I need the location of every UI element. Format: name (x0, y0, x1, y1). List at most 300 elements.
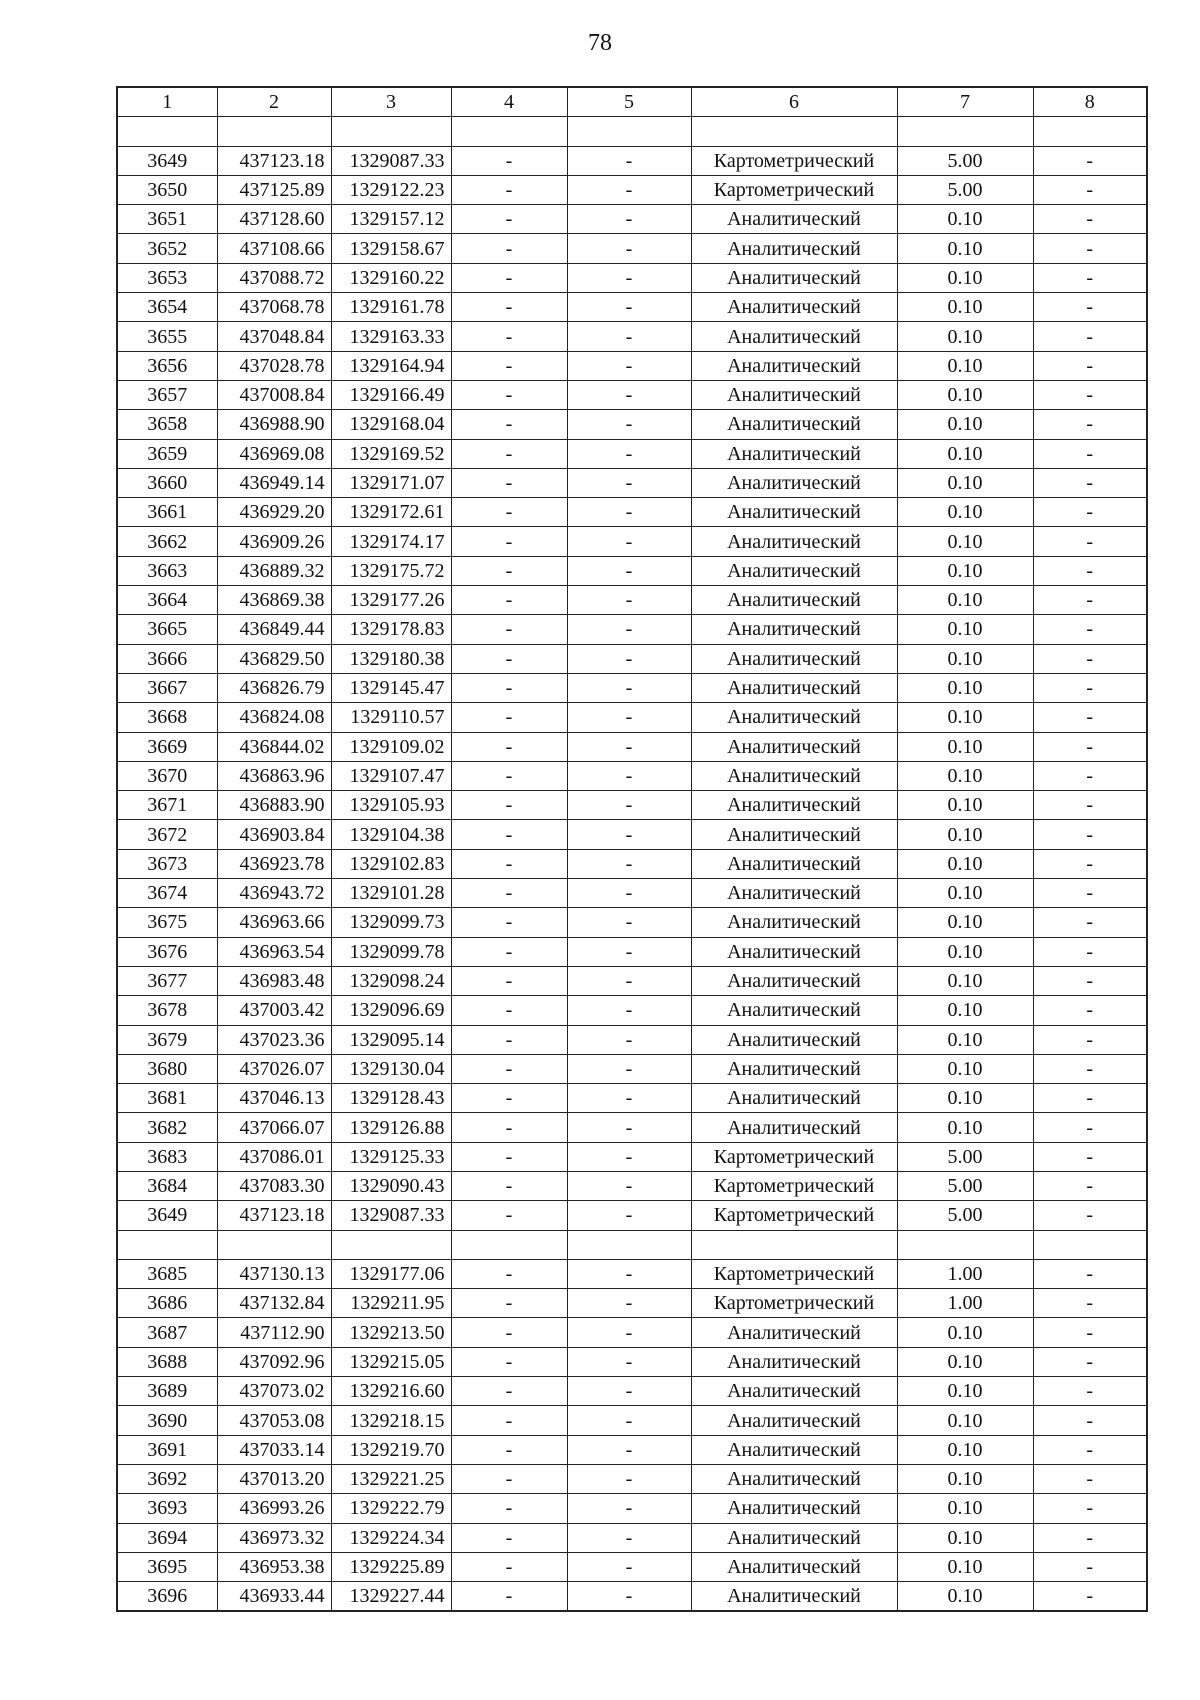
column-8-cell: - (1033, 1054, 1147, 1083)
method-cell: Аналитический (691, 586, 897, 615)
column-4-cell: - (451, 586, 567, 615)
column-4-cell: - (451, 966, 567, 995)
point-number-cell: 3680 (117, 1054, 217, 1083)
column-4-cell: - (451, 1523, 567, 1552)
accuracy-cell: 0.10 (897, 615, 1033, 644)
y-coordinate-cell: 1329128.43 (331, 1084, 451, 1113)
x-coordinate-cell: 436903.84 (217, 820, 331, 849)
column-8-cell: - (1033, 1318, 1147, 1347)
table-row (117, 1142, 1147, 1171)
column-8-cell: - (1033, 1494, 1147, 1523)
column-8-cell: - (1033, 937, 1147, 966)
column-5-cell: - (567, 498, 691, 527)
point-number-cell: 3652 (117, 234, 217, 263)
x-coordinate-cell: 436824.08 (217, 703, 331, 732)
table-row (117, 293, 1147, 322)
x-coordinate-cell: 436983.48 (217, 966, 331, 995)
point-number-cell: 3683 (117, 1142, 217, 1171)
point-number-cell: 3675 (117, 908, 217, 937)
accuracy-cell: 0.10 (897, 908, 1033, 937)
table-row (117, 556, 1147, 585)
accuracy-cell: 0.10 (897, 556, 1033, 585)
column-8-cell: - (1033, 1347, 1147, 1376)
x-coordinate-cell (217, 117, 331, 146)
table-row (117, 908, 1147, 937)
column-8-cell: - (1033, 556, 1147, 585)
point-number-cell: 3649 (117, 146, 217, 175)
table-header-row (117, 87, 1147, 117)
method-cell: Аналитический (691, 1113, 897, 1142)
column-4-cell: - (451, 1377, 567, 1406)
column-8-cell: - (1033, 263, 1147, 292)
method-cell: Аналитический (691, 1552, 897, 1581)
column-5-cell: - (567, 615, 691, 644)
column-5-cell: - (567, 1142, 691, 1171)
column-8-cell: - (1033, 966, 1147, 995)
column-4-cell: - (451, 1406, 567, 1435)
column-8-cell: - (1033, 1464, 1147, 1493)
y-coordinate-cell: 1329160.22 (331, 263, 451, 292)
column-4-cell: - (451, 1318, 567, 1347)
method-cell: Аналитический (691, 263, 897, 292)
accuracy-cell: 0.10 (897, 937, 1033, 966)
y-coordinate-cell: 1329087.33 (331, 146, 451, 175)
point-number-cell: 3679 (117, 1025, 217, 1054)
column-5-cell: - (567, 322, 691, 351)
column-header: 6 (691, 87, 897, 117)
method-cell: Аналитический (691, 1025, 897, 1054)
table-row (117, 1113, 1147, 1142)
x-coordinate-cell: 436889.32 (217, 556, 331, 585)
point-number-cell: 3666 (117, 644, 217, 673)
table-row (117, 1464, 1147, 1493)
point-number-cell: 3685 (117, 1259, 217, 1288)
point-number-cell: 3669 (117, 732, 217, 761)
x-coordinate-cell: 436869.38 (217, 586, 331, 615)
y-coordinate-cell: 1329171.07 (331, 468, 451, 497)
method-cell (691, 1230, 897, 1259)
column-8-cell: - (1033, 146, 1147, 175)
method-cell: Аналитический (691, 879, 897, 908)
x-coordinate-cell: 437125.89 (217, 175, 331, 204)
column-8-cell: - (1033, 996, 1147, 1025)
column-4-cell: - (451, 849, 567, 878)
method-cell: Аналитический (691, 761, 897, 790)
column-5-cell: - (567, 673, 691, 702)
column-8-cell: - (1033, 439, 1147, 468)
x-coordinate-cell: 436933.44 (217, 1582, 331, 1612)
accuracy-cell: 0.10 (897, 703, 1033, 732)
column-4-cell: - (451, 1201, 567, 1230)
column-5-cell: - (567, 146, 691, 175)
table-row (117, 1025, 1147, 1054)
column-4-cell: - (451, 234, 567, 263)
method-cell: Аналитический (691, 410, 897, 439)
table-row (117, 322, 1147, 351)
table-row (117, 966, 1147, 995)
column-8-cell: - (1033, 732, 1147, 761)
column-4-cell: - (451, 996, 567, 1025)
table-row (117, 1552, 1147, 1581)
column-8-cell: - (1033, 498, 1147, 527)
column-4-cell: - (451, 791, 567, 820)
x-coordinate-cell: 437086.01 (217, 1142, 331, 1171)
column-8-cell: - (1033, 1025, 1147, 1054)
accuracy-cell: 1.00 (897, 1289, 1033, 1318)
table-row (117, 1054, 1147, 1083)
method-cell: Аналитический (691, 908, 897, 937)
y-coordinate-cell: 1329177.06 (331, 1259, 451, 1288)
point-number-cell: 3650 (117, 175, 217, 204)
accuracy-cell: 0.10 (897, 468, 1033, 497)
column-8-cell: - (1033, 322, 1147, 351)
column-5-cell: - (567, 1347, 691, 1376)
x-coordinate-cell: 437048.84 (217, 322, 331, 351)
y-coordinate-cell: 1329126.88 (331, 1113, 451, 1142)
accuracy-cell: 0.10 (897, 1347, 1033, 1376)
y-coordinate-cell: 1329105.93 (331, 791, 451, 820)
point-number-cell: 3693 (117, 1494, 217, 1523)
column-5-cell: - (567, 1494, 691, 1523)
y-coordinate-cell: 1329163.33 (331, 322, 451, 351)
column-5-cell: - (567, 820, 691, 849)
point-number-cell: 3653 (117, 263, 217, 292)
table-row (117, 879, 1147, 908)
x-coordinate-cell: 437066.07 (217, 1113, 331, 1142)
method-cell: Аналитический (691, 1377, 897, 1406)
column-4-cell: - (451, 1435, 567, 1464)
column-5-cell: - (567, 1552, 691, 1581)
y-coordinate-cell: 1329180.38 (331, 644, 451, 673)
accuracy-cell: 0.10 (897, 380, 1033, 409)
method-cell: Аналитический (691, 1523, 897, 1552)
method-cell: Картометрический (691, 1142, 897, 1171)
column-4-cell: - (451, 1054, 567, 1083)
x-coordinate-cell: 437083.30 (217, 1171, 331, 1200)
column-8-cell: - (1033, 615, 1147, 644)
column-header: 2 (217, 87, 331, 117)
column-8-cell: - (1033, 849, 1147, 878)
column-5-cell: - (567, 644, 691, 673)
x-coordinate-cell: 436988.90 (217, 410, 331, 439)
accuracy-cell: 0.10 (897, 1377, 1033, 1406)
accuracy-cell: 0.10 (897, 1552, 1033, 1581)
column-4-cell: - (451, 1171, 567, 1200)
accuracy-cell (897, 1230, 1033, 1259)
x-coordinate-cell: 437123.18 (217, 1201, 331, 1230)
column-4-cell: - (451, 1582, 567, 1612)
x-coordinate-cell: 437053.08 (217, 1406, 331, 1435)
method-cell: Аналитический (691, 849, 897, 878)
method-cell: Аналитический (691, 1494, 897, 1523)
point-number-cell: 3661 (117, 498, 217, 527)
y-coordinate-cell: 1329224.34 (331, 1523, 451, 1552)
table-body (117, 117, 1147, 1612)
point-number-cell: 3687 (117, 1318, 217, 1347)
method-cell: Картометрический (691, 1201, 897, 1230)
method-cell: Аналитический (691, 468, 897, 497)
column-8-cell: - (1033, 380, 1147, 409)
point-number-cell: 3656 (117, 351, 217, 380)
column-5-cell: - (567, 468, 691, 497)
column-4-cell: - (451, 703, 567, 732)
column-8-cell: - (1033, 293, 1147, 322)
point-number-cell: 3664 (117, 586, 217, 615)
accuracy-cell: 0.10 (897, 293, 1033, 322)
y-coordinate-cell: 1329161.78 (331, 293, 451, 322)
column-4-cell: - (451, 205, 567, 234)
point-number-cell (117, 117, 217, 146)
x-coordinate-cell: 437008.84 (217, 380, 331, 409)
column-5-cell: - (567, 1464, 691, 1493)
method-cell: Картометрический (691, 1289, 897, 1318)
y-coordinate-cell: 1329109.02 (331, 732, 451, 761)
table-row (117, 439, 1147, 468)
y-coordinate-cell: 1329178.83 (331, 615, 451, 644)
method-cell: Аналитический (691, 556, 897, 585)
column-4-cell: - (451, 1552, 567, 1581)
column-8-cell: - (1033, 1377, 1147, 1406)
column-5-cell: - (567, 1582, 691, 1612)
point-number-cell (117, 1230, 217, 1259)
table-row (117, 761, 1147, 790)
point-number-cell: 3694 (117, 1523, 217, 1552)
y-coordinate-cell: 1329096.69 (331, 996, 451, 1025)
y-coordinate-cell: 1329219.70 (331, 1435, 451, 1464)
column-5-cell: - (567, 732, 691, 761)
column-8-cell: - (1033, 1084, 1147, 1113)
column-8-cell: - (1033, 527, 1147, 556)
column-5-cell: - (567, 175, 691, 204)
column-header: 4 (451, 87, 567, 117)
table-row (117, 1582, 1147, 1612)
point-number-cell: 3660 (117, 468, 217, 497)
x-coordinate-cell: 437092.96 (217, 1347, 331, 1376)
x-coordinate-cell: 437028.78 (217, 351, 331, 380)
x-coordinate-cell: 436993.26 (217, 1494, 331, 1523)
column-8-cell: - (1033, 1582, 1147, 1612)
column-5-cell: - (567, 1259, 691, 1288)
column-8-cell: - (1033, 1259, 1147, 1288)
column-5-cell: - (567, 966, 691, 995)
x-coordinate-cell: 437068.78 (217, 293, 331, 322)
point-number-cell: 3690 (117, 1406, 217, 1435)
accuracy-cell: 5.00 (897, 1142, 1033, 1171)
point-number-cell: 3684 (117, 1171, 217, 1200)
column-5-cell: - (567, 439, 691, 468)
column-8-cell: - (1033, 820, 1147, 849)
point-number-cell: 3671 (117, 791, 217, 820)
y-coordinate-cell: 1329222.79 (331, 1494, 451, 1523)
point-number-cell: 3663 (117, 556, 217, 585)
column-header: 3 (331, 87, 451, 117)
column-4-cell: - (451, 615, 567, 644)
method-cell: Аналитический (691, 673, 897, 702)
y-coordinate-cell: 1329213.50 (331, 1318, 451, 1347)
column-8-cell: - (1033, 1406, 1147, 1435)
table-row (117, 263, 1147, 292)
point-number-cell: 3654 (117, 293, 217, 322)
y-coordinate-cell: 1329158.67 (331, 234, 451, 263)
method-cell: Аналитический (691, 1318, 897, 1347)
method-cell: Аналитический (691, 1054, 897, 1083)
y-coordinate-cell: 1329087.33 (331, 1201, 451, 1230)
column-4-cell: - (451, 1025, 567, 1054)
column-4-cell: - (451, 351, 567, 380)
x-coordinate-cell: 437003.42 (217, 996, 331, 1025)
column-5-cell (567, 1230, 691, 1259)
column-header: 1 (117, 87, 217, 117)
column-5-cell: - (567, 1084, 691, 1113)
x-coordinate-cell: 437088.72 (217, 263, 331, 292)
table-row (117, 586, 1147, 615)
column-header: 5 (567, 87, 691, 117)
table-row (117, 615, 1147, 644)
table-row (117, 1406, 1147, 1435)
column-8-cell: - (1033, 1201, 1147, 1230)
point-number-cell: 3689 (117, 1377, 217, 1406)
y-coordinate-cell: 1329164.94 (331, 351, 451, 380)
point-number-cell: 3651 (117, 205, 217, 234)
table-row (117, 644, 1147, 673)
column-5-cell: - (567, 351, 691, 380)
column-4-cell: - (451, 498, 567, 527)
table-row (117, 673, 1147, 702)
x-coordinate-cell: 437073.02 (217, 1377, 331, 1406)
method-cell: Аналитический (691, 1084, 897, 1113)
column-4-cell: - (451, 468, 567, 497)
accuracy-cell: 0.10 (897, 1435, 1033, 1464)
accuracy-cell: 0.10 (897, 1113, 1033, 1142)
accuracy-cell: 0.10 (897, 498, 1033, 527)
method-cell: Аналитический (691, 439, 897, 468)
column-5-cell (567, 117, 691, 146)
column-5-cell: - (567, 908, 691, 937)
x-coordinate-cell: 436826.79 (217, 673, 331, 702)
column-4-cell: - (451, 1259, 567, 1288)
point-number-cell: 3691 (117, 1435, 217, 1464)
column-5-cell: - (567, 527, 691, 556)
column-5-cell: - (567, 1113, 691, 1142)
y-coordinate-cell: 1329145.47 (331, 673, 451, 702)
accuracy-cell: 0.10 (897, 322, 1033, 351)
y-coordinate-cell: 1329174.17 (331, 527, 451, 556)
column-8-cell: - (1033, 1523, 1147, 1552)
method-cell: Картометрический (691, 1171, 897, 1200)
table-row (117, 351, 1147, 380)
column-5-cell: - (567, 761, 691, 790)
column-4-cell: - (451, 1142, 567, 1171)
y-coordinate-cell: 1329215.05 (331, 1347, 451, 1376)
x-coordinate-cell: 436969.08 (217, 439, 331, 468)
column-5-cell: - (567, 1201, 691, 1230)
column-4-cell: - (451, 293, 567, 322)
y-coordinate-cell: 1329166.49 (331, 380, 451, 409)
table-row (117, 146, 1147, 175)
column-5-cell: - (567, 410, 691, 439)
x-coordinate-cell: 437112.90 (217, 1318, 331, 1347)
point-number-cell: 3692 (117, 1464, 217, 1493)
x-coordinate-cell: 437128.60 (217, 205, 331, 234)
accuracy-cell: 0.10 (897, 439, 1033, 468)
column-5-cell: - (567, 234, 691, 263)
x-coordinate-cell: 436863.96 (217, 761, 331, 790)
table-row (117, 1318, 1147, 1347)
point-number-cell: 3681 (117, 1084, 217, 1113)
column-8-cell: - (1033, 761, 1147, 790)
method-cell: Картометрический (691, 146, 897, 175)
column-4-cell: - (451, 322, 567, 351)
x-coordinate-cell: 436963.66 (217, 908, 331, 937)
accuracy-cell: 0.10 (897, 820, 1033, 849)
column-4-cell (451, 1230, 567, 1259)
column-5-cell: - (567, 586, 691, 615)
table-row (117, 732, 1147, 761)
point-number-cell: 3662 (117, 527, 217, 556)
point-number-cell: 3659 (117, 439, 217, 468)
table-row (117, 234, 1147, 263)
x-coordinate-cell: 436953.38 (217, 1552, 331, 1581)
table-row (117, 820, 1147, 849)
accuracy-cell: 0.10 (897, 1582, 1033, 1612)
column-8-cell: - (1033, 1289, 1147, 1318)
y-coordinate-cell: 1329110.57 (331, 703, 451, 732)
column-5-cell: - (567, 263, 691, 292)
method-cell: Аналитический (691, 937, 897, 966)
column-4-cell: - (451, 1464, 567, 1493)
method-cell (691, 117, 897, 146)
y-coordinate-cell: 1329169.52 (331, 439, 451, 468)
method-cell: Аналитический (691, 644, 897, 673)
column-4-cell: - (451, 380, 567, 409)
point-number-cell: 3682 (117, 1113, 217, 1142)
accuracy-cell: 0.10 (897, 879, 1033, 908)
column-5-cell: - (567, 1523, 691, 1552)
table-row (117, 410, 1147, 439)
column-8-cell: - (1033, 1552, 1147, 1581)
column-5-cell: - (567, 293, 691, 322)
table-row (117, 996, 1147, 1025)
y-coordinate-cell: 1329216.60 (331, 1377, 451, 1406)
table-row (117, 703, 1147, 732)
point-number-cell: 3672 (117, 820, 217, 849)
point-number-cell: 3674 (117, 879, 217, 908)
column-5-cell: - (567, 1377, 691, 1406)
column-5-cell: - (567, 1171, 691, 1200)
column-8-cell: - (1033, 468, 1147, 497)
method-cell: Аналитический (691, 322, 897, 351)
y-coordinate-cell: 1329125.33 (331, 1142, 451, 1171)
point-number-cell: 3686 (117, 1289, 217, 1318)
column-4-cell: - (451, 644, 567, 673)
table-row (117, 791, 1147, 820)
y-coordinate-cell: 1329098.24 (331, 966, 451, 995)
column-5-cell: - (567, 1435, 691, 1464)
point-number-cell: 3688 (117, 1347, 217, 1376)
y-coordinate-cell: 1329099.73 (331, 908, 451, 937)
page-number: 78 (588, 30, 612, 56)
table-row (117, 1171, 1147, 1200)
y-coordinate-cell: 1329211.95 (331, 1289, 451, 1318)
column-4-cell: - (451, 263, 567, 292)
table-row (117, 380, 1147, 409)
accuracy-cell: 5.00 (897, 1201, 1033, 1230)
y-coordinate-cell: 1329122.23 (331, 175, 451, 204)
column-5-cell: - (567, 791, 691, 820)
column-4-cell: - (451, 439, 567, 468)
column-5-cell: - (567, 1025, 691, 1054)
column-8-cell: - (1033, 791, 1147, 820)
